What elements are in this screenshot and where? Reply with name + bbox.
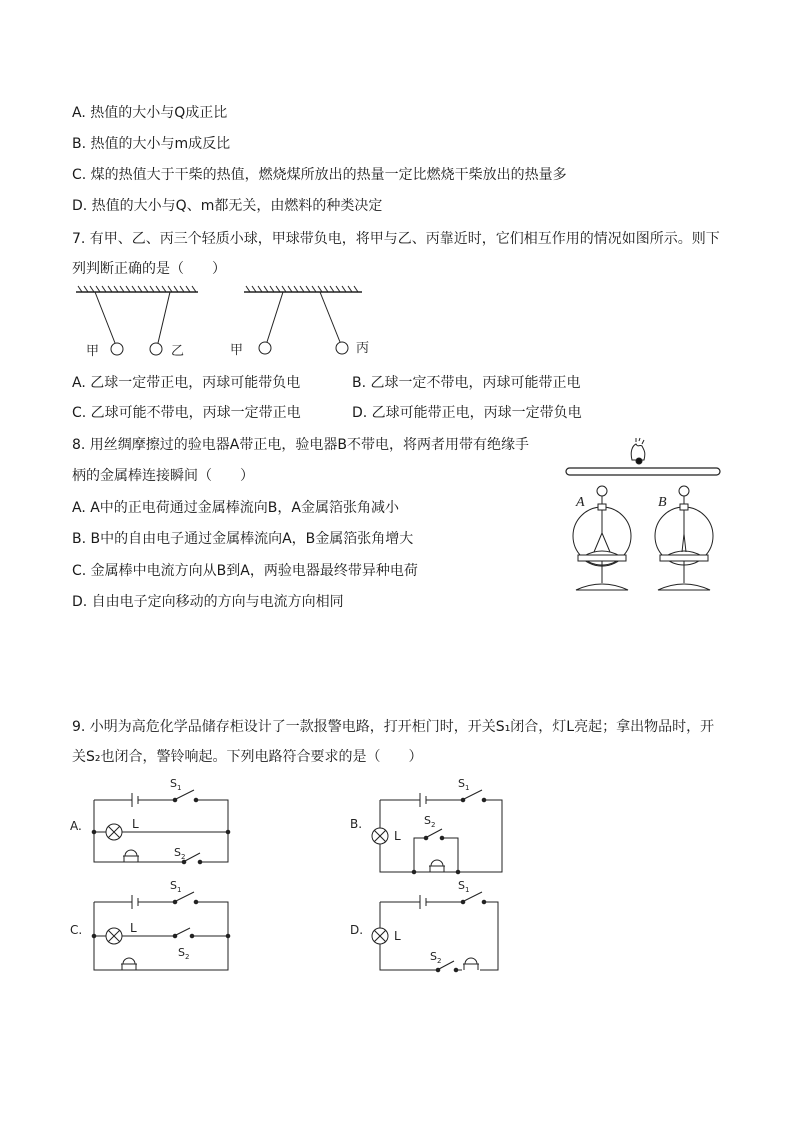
label-lamp: L	[394, 829, 401, 843]
ball-jia-left	[111, 343, 123, 355]
q6-option-d: D. 热值的大小与Q、m都无关，由燃料的种类决定	[72, 198, 383, 214]
circuit-a	[70, 776, 240, 866]
metal-rod	[566, 468, 720, 475]
circuit-c	[70, 878, 240, 976]
q7-option-d: D. 乙球可能带正电，丙球一定带负电	[352, 405, 582, 421]
ball-jia-right	[259, 342, 271, 354]
label-lamp: L	[130, 921, 137, 935]
label-yi: 乙	[171, 344, 185, 359]
option-label: D.	[350, 923, 364, 937]
q7-option-b: B. 乙球一定不带电，丙球可能带正电	[352, 375, 581, 391]
ball-yi	[150, 343, 162, 355]
label-s2: $S_2$	[430, 950, 442, 965]
label-s1: $S_1$	[170, 879, 182, 894]
label-lamp: L	[132, 817, 139, 831]
label-bing: 丙	[356, 341, 370, 356]
label-s1: $S_1$	[170, 777, 182, 792]
q7-figure	[70, 286, 390, 366]
label-s1: $S_1$	[458, 879, 470, 894]
circuit-d	[350, 878, 520, 976]
q8-option-a: A. A中的正电荷通过金属棒流向B，A金属箔张角减小	[72, 500, 399, 516]
q8-stem-line1: 8. 用丝绸摩擦过的验电器A带正电，验电器B不带电，将两者用带有绝缘手	[72, 437, 529, 453]
q8-option-d: D. 自由电子定向移动的方向与电流方向相同	[72, 594, 344, 610]
q6-option-b: B. 热值的大小与m成反比	[72, 136, 231, 152]
label-s2: $S_2$	[424, 814, 436, 829]
label-a: A	[576, 495, 585, 510]
thread	[95, 292, 115, 343]
option-label: B.	[350, 817, 363, 831]
right-ceiling	[244, 286, 362, 292]
label-s2: $S_2$	[178, 946, 190, 961]
hand-icon	[631, 438, 645, 464]
q8-option-b: B. B中的自由电子通过金属棒流向A，B金属箔张角增大	[72, 531, 414, 547]
ball-bing	[336, 342, 348, 354]
q6-option-a: A. 热值的大小与Q成正比	[72, 105, 228, 121]
label-b: B	[658, 495, 667, 510]
q8-electroscope-figure	[560, 438, 730, 598]
q9-stem-line2: 关S₂也闭合，警铃响起。下列电路符合要求的是（ ）	[72, 749, 423, 765]
q7-option-c: C. 乙球可能不带电，丙球一定带正电	[72, 405, 301, 421]
q7-stem-line1: 7. 有甲、乙、丙三个轻质小球，甲球带负电，将甲与乙、丙靠近时，它们相互作用的情况如图所示。则下	[72, 231, 720, 247]
label-jia-right: 甲	[230, 343, 244, 358]
label-jia-left: 甲	[86, 344, 100, 359]
thread	[320, 292, 340, 342]
q7-stem-line2: 列判断正确的是（ ）	[72, 261, 226, 277]
circuit-b	[350, 776, 520, 874]
q9-stem-line1: 9. 小明为高危化学品储存柜设计了一款报警电路，打开柜门时，开关S₁闭合，灯L亮起；拿出物品时，开	[72, 719, 715, 735]
label-s2: $S_2$	[174, 846, 186, 861]
label-lamp: L	[394, 929, 401, 943]
q8-stem-line2: 柄的金属棒连接瞬间（ ）	[72, 468, 254, 484]
label-s1: $S_1$	[458, 777, 470, 792]
option-label: A.	[70, 819, 82, 833]
q6-option-c: C. 煤的热值大于干柴的热值，燃烧煤所放出的热量一定比燃烧干柴放出的热量多	[72, 167, 567, 183]
thread	[158, 292, 170, 343]
q7-option-a: A. 乙球一定带正电，丙球可能带负电	[72, 375, 301, 391]
q8-option-c: C. 金属棒中电流方向从B到A，两验电器最终带异种电荷	[72, 563, 418, 579]
thread	[267, 292, 283, 342]
option-label: C.	[70, 923, 83, 937]
left-ceiling	[76, 286, 198, 292]
